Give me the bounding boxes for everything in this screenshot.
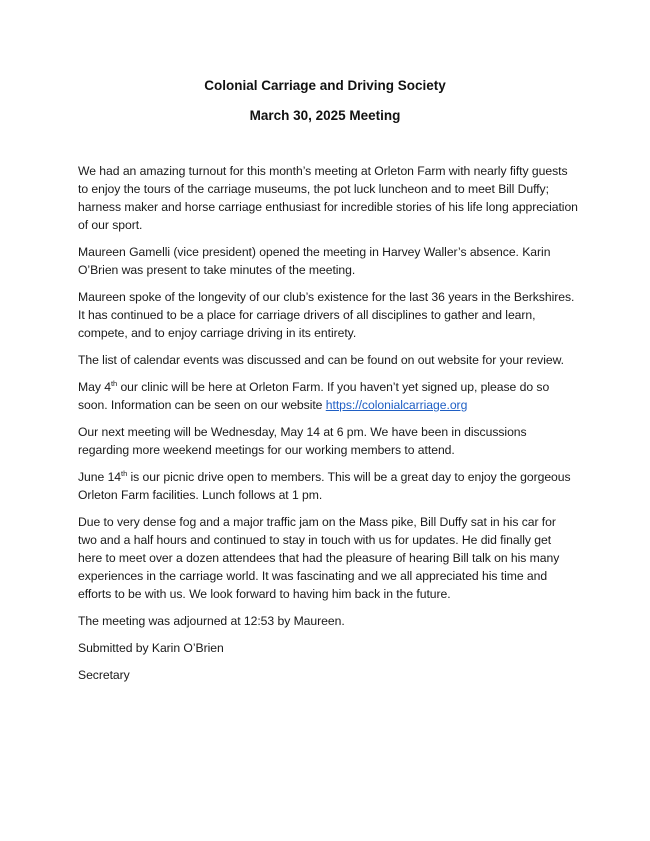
clinic-text: our clinic will be here at Orleton Farm. If you haven’t yet signed up, please do so soon. Information can be seen on our website [78,380,550,412]
document-title: Colonial Carriage and Driving Society [204,78,446,93]
paragraph-longevity: Maureen spoke of the longevity of our club’s existence for the last 36 years in the Berkshires. It has continued to be a place for carriage drivers of all disciplines to gather and learn, compete, and to enjoy carriage driving in its entirety. [78,290,575,340]
clinic-date: May 4 [78,380,111,394]
paragraph-calendar: The list of calendar events was discussed and can be found on out website for your review. [78,353,564,367]
signature-title: Secretary [78,668,130,682]
paragraph-picnic [78,468,578,504]
meeting-date-heading: March 30, 2025 Meeting [249,108,401,123]
picnic-date-suffix: th [121,468,128,478]
document-body [78,162,578,693]
paragraph-opening: Maureen Gamelli (vice president) opened the meeting in Harvey Waller’s absence. Karin O’Brien was present to take minutes of the meeting. [78,245,551,277]
paragraph-turnout: We had an amazing turnout for this month’s meeting at Orleton Farm with nearly fifty guests to enjoy the tours of the carriage museums, the pot luck luncheon and to meet Bill Duffy; harness maker and horse carriage enthusiast for incredible stories of his life long appreciation of our sport. [78,164,578,232]
paragraph-clinic [78,378,578,414]
picnic-text: is our picnic drive open to members. This will be a great day to enjoy the gorgeous Orleton Farm facilities. Lunch follows at 1 pm. [78,470,571,502]
clinic-date-suffix: th [110,378,118,388]
paragraph-guest-speaker: Due to very dense fog and a major traffic jam on the Mass pike, Bill Duffy sat in his car for two and a half hours and continued to stay in touch with us for updates. He did finally get here to meet over a dozen attendees that had the pleasure of hearing Bill talk on his many experiences in the carriage world. It was fascinating and we all appreciated his time and efforts to be with us. We look forward to having him back in the future. [78,515,560,601]
paragraph-next-meeting: Our next meeting will be Wednesday, May 14 at 6 pm. We have been in discussions regarding more weekend meetings for our working members to attend. [78,425,527,457]
submitted-by: Submitted by Karin O’Brien [78,641,224,655]
website-link[interactable]: https://colonialcarriage.org [325,398,468,412]
paragraph-adjourned: The meeting was adjourned at 12:53 by Maureen. [78,614,345,628]
picnic-date: June 14 [78,470,122,484]
